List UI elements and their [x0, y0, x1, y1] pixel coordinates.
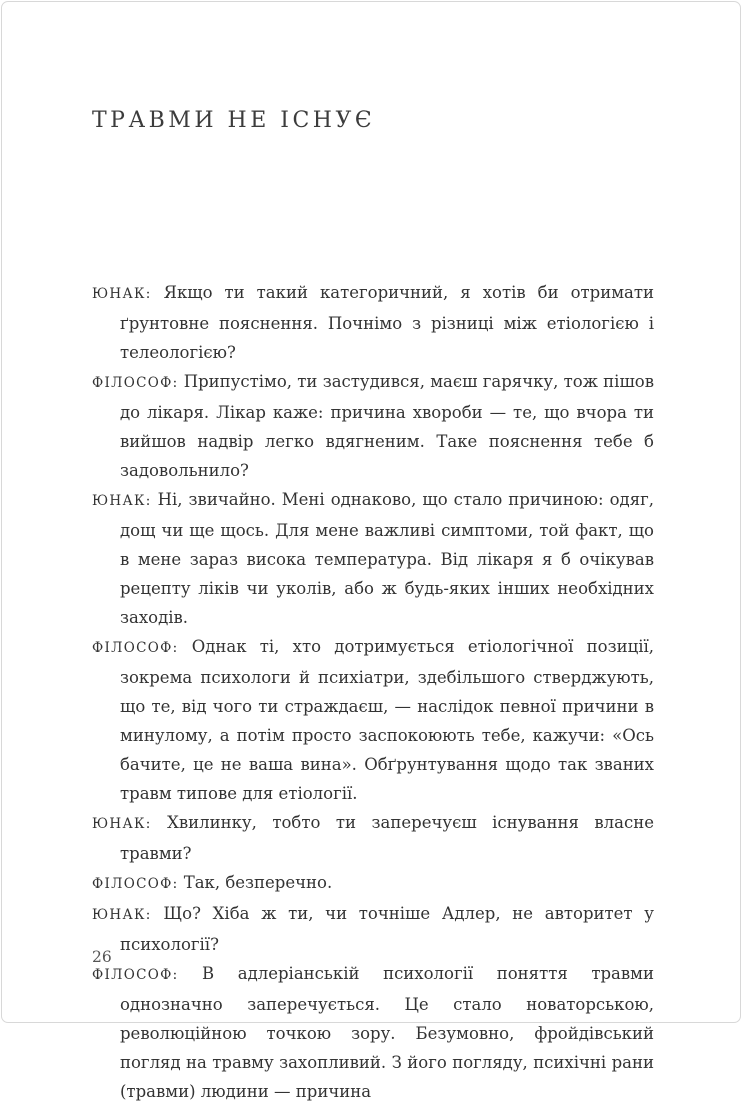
dialogue-text: Ні, звичайно. Мені однаково, що стало причиною: одяг, дощ чи ще щось. Для мене важливі симптоми, той факт, що в мене зараз висока температура. Від лікаря я б очікував рецепту ліків чи уколів, або ж будь-яких інших необхідних заходів.: [120, 490, 654, 627]
dialogue-paragraph: [92, 367, 654, 485]
speaker-label: ФІЛОСОФ:: [92, 640, 179, 656]
dialogue-paragraph: [92, 278, 654, 367]
dialogue-paragraph: [92, 868, 654, 899]
dialogue-paragraph: [92, 808, 654, 868]
dialogue-text: Припустімо, ти застудився, маєш гарячку, тож пішов до лікаря. Лікар каже: причина хвороби — те, що вчора ти вийшов надвір легко вдягненим. Таке пояснення тебе б задовольнило?: [120, 372, 655, 480]
dialogue-content: [92, 278, 654, 1106]
speaker-label: ЮНАК:: [92, 493, 152, 509]
speaker-label: ЮНАК:: [92, 816, 152, 832]
dialogue-text: В адлеріанській психології поняття травми однозначно заперечується. Це стало новаторською, революційною точкою зору. Безумовно, фройдівський погляд на травму захопливий. З його погляду, психічні рани (травми) людини — причина: [120, 964, 654, 1101]
dialogue-paragraph: [92, 959, 654, 1106]
dialogue-text: Однак ті, хто дотримується етіологічної позиції, зокрема психологи й психіатри, здебільшого стверджують, що те, від чого ти страждаєш, — наслідок певної причини в минулому, а потім просто заспокоюють тебе, кажучи: «Ось бачите, це не ваша вина». Обґрунтування щодо так званих травм типове для етіології.: [120, 637, 654, 803]
dialogue-paragraph: [92, 485, 654, 632]
speaker-label: ЮНАК:: [92, 907, 152, 923]
dialogue-text: Що? Хіба ж ти, чи точніше Адлер, не авторитет у психології?: [120, 904, 654, 954]
dialogue-paragraph: [92, 899, 654, 959]
dialogue-paragraph: [92, 632, 654, 808]
page-number: 26: [92, 948, 112, 966]
dialogue-text: Хвилинку, тобто ти заперечуєш існування власне травми?: [120, 813, 655, 863]
speaker-label: ФІЛОСОФ:: [92, 876, 179, 892]
chapter-title: ТРАВМИ НЕ ІСНУЄ: [92, 108, 376, 133]
speaker-label: ФІЛОСОФ:: [92, 967, 179, 983]
speaker-label: ФІЛОСОФ:: [92, 375, 179, 391]
dialogue-text: Так, безперечно.: [183, 873, 333, 892]
dialogue-text: Якщо ти такий категоричний, я хотів би отримати ґрунтовне пояснення. Почнімо з різниці між етіологією і телеологією?: [120, 283, 654, 362]
book-page: [1, 1, 741, 1101]
speaker-label: ЮНАК:: [92, 286, 152, 302]
